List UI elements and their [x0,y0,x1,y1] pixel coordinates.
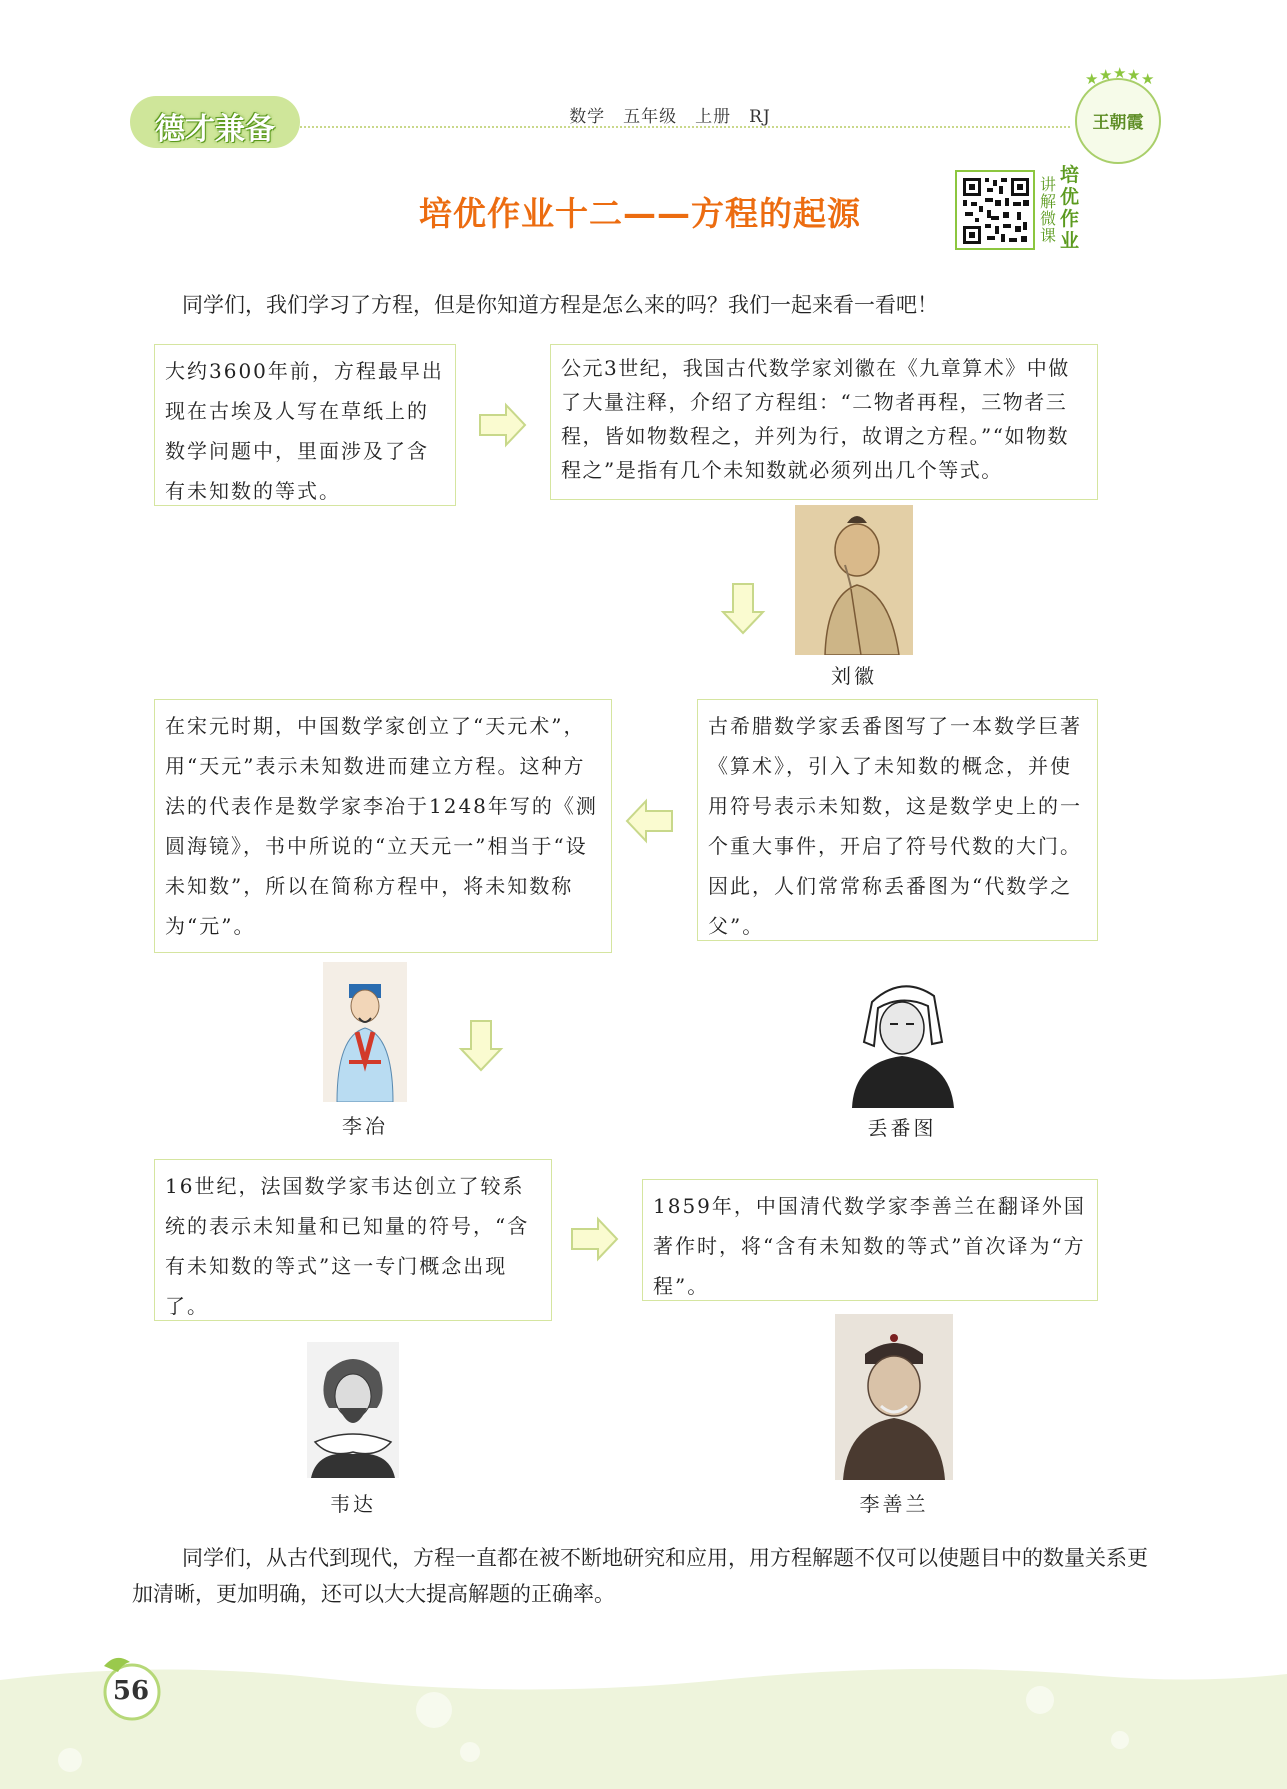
caption-diophantus: 丢番图 [867,1116,937,1140]
liu-hui-portrait [795,505,913,655]
star-icon: ★ [1085,70,1099,88]
subject-line: 数学 五年级 上册 RJ [569,107,771,127]
box-viete: 16世纪，法国数学家韦达创立了较系统的表示未知量和已知量的符号，“含有未知数的等式”这一专门概念出现了。 [154,1159,552,1321]
intro-paragraph: 同学们，我们学习了方程，但是你知道方程是怎么来的吗？我们一起来看一看吧！ [182,293,938,317]
brand-seal-text: 王朝霞 [1092,113,1144,133]
arrow-down-icon [458,1019,504,1073]
star-icon: ★ [1113,64,1127,82]
arrow-right-icon [570,1216,620,1262]
series-logo [130,96,300,148]
arrow-left-icon [624,798,674,844]
arrow-right-icon [478,402,528,448]
li-ye-portrait [323,962,407,1102]
qr-code-icon [961,176,1031,246]
series-logo-text: 德才兼备 [155,112,275,147]
outro-paragraph: 同学们，从古代到现代，方程一直都在被不断地研究和应用，用方程解题不仅可以使题目中的数量关系更加清晰，更加明确，还可以大大提高解题的正确率。 [132,1546,1148,1606]
footer-wave [0,1660,1287,1789]
page-number: 56 [112,1676,150,1706]
star-icon: ★ [1099,66,1113,84]
qr-label-homework: 培优作业 [1060,164,1080,252]
diophantus-portrait [842,972,962,1108]
caption-li-ye: 李冶 [342,1114,388,1138]
li-shanlan-portrait [835,1314,953,1480]
star-icon: ★ [1127,66,1141,84]
caption-viete: 韦达 [330,1492,376,1516]
viete-portrait [307,1342,399,1478]
caption-liu-hui: 刘徽 [831,664,877,688]
box-diophantus: 古希腊数学家丢番图写了一本数学巨著《算术》，引入了未知数的概念，并使用符号表示未知数，这是数学史上的一个重大事件，开启了符号代数的大门。因此，人们常常称丢番图为“代数学之父”。 [697,699,1098,941]
arrow-down-icon [720,582,766,636]
qr-label-micro-lesson: 讲解微课 [1040,175,1057,245]
page-title: 培优作业十二——方程的起源 [419,194,861,233]
qr-code[interactable] [955,170,1035,250]
caption-li-shanlan: 李善兰 [859,1492,929,1516]
brand-seal [1075,64,1161,164]
star-icon: ★ [1141,70,1155,88]
box-li-shanlan: 1859年，中国清代数学家李善兰在翻译外国著作时，将“含有未知数的等式”首次译为“方程”。 [642,1179,1098,1301]
box-ancient-egypt: 大约3600年前，方程最早出现在古埃及人写在草纸上的数学问题中，里面涉及了含有未知数的等式。 [154,344,456,506]
box-li-ye: 在宋元时期，中国数学家创立了“天元术”，用“天元”表示未知数进而建立方程。这种方法的代表作是数学家李冶于1248年写的《测圆海镜》，书中所说的“立天元一”相当于“设未知数”，所以在简称方程中，将未知数称为“元”。 [154,699,612,953]
box-liu-hui: 公元3世纪，我国古代数学家刘徽在《九章算术》中做了大量注释，介绍了方程组：“二物者再程，三物者三程，皆如物数程之，并列为行，故谓之方程。”“如物数程之”是指有几个未知数就必须列出几个等式。 [550,344,1098,500]
